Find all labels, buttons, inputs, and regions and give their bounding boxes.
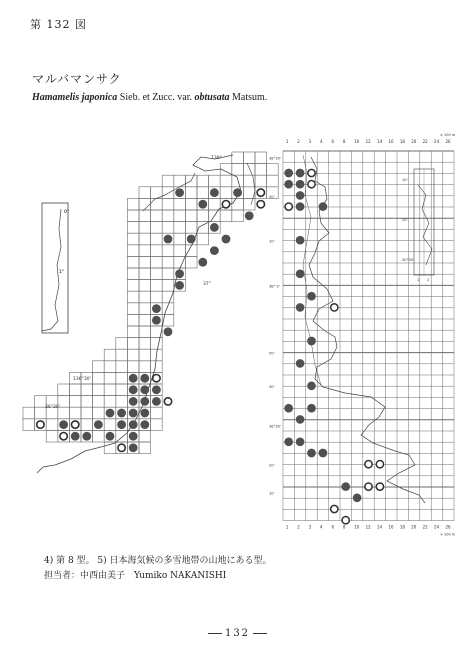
panel-bottom-tick: 16: [388, 524, 394, 530]
grid-cell: [220, 175, 232, 187]
grid-cell: [243, 152, 255, 164]
panel-dot-filled: [307, 449, 316, 458]
grid-cell: [162, 210, 174, 222]
map-label-latitude: 36°30': [45, 405, 60, 410]
grid-cell: [174, 210, 186, 222]
occurrence-dot-filled: [129, 420, 138, 429]
panel-dot-open: [376, 461, 383, 468]
grid-cell: [46, 430, 58, 442]
grid-cell: [127, 291, 139, 303]
grid-cell: [127, 256, 139, 268]
panel-top-tick: 4: [320, 139, 323, 144]
altitude-latitude-panel: [269, 133, 456, 537]
occurrence-dot-filled: [117, 409, 126, 418]
panel-dot-filled: [296, 180, 305, 189]
grid-cell: [255, 175, 267, 187]
panel-dot-filled: [296, 191, 305, 200]
inset-label: 1°: [59, 270, 65, 275]
grid-cell: [197, 175, 209, 187]
panel-top-tick: 18: [399, 139, 405, 144]
grid-cell: [255, 164, 267, 176]
occurrence-dot-open: [257, 200, 264, 207]
grid-cell: [139, 349, 151, 361]
occurrence-dot-filled: [140, 420, 149, 429]
occurrence-dot-filled: [71, 432, 80, 441]
grid-cell: [197, 187, 209, 199]
occurrence-dot-filled: [129, 397, 138, 406]
panel-dot-filled: [307, 404, 316, 413]
grid-cell: [267, 175, 279, 187]
grid-cell: [127, 338, 139, 350]
species-scientific-name: [32, 92, 267, 103]
grid-cell: [93, 430, 105, 442]
grid-cell: [139, 233, 151, 245]
panel-bottom-tick: 22: [422, 524, 428, 530]
occurrence-dot-filled: [140, 409, 149, 418]
panel-dot-filled: [296, 169, 305, 178]
grid-cell: [139, 210, 151, 222]
grid-cell: [197, 210, 209, 222]
grid-cell: [174, 198, 186, 210]
panel-dot-filled: [296, 437, 305, 446]
panel-top-unit: × 100 m: [440, 133, 456, 137]
species-japanese-name: マルバマンサク: [32, 72, 122, 86]
grid-cell: [162, 198, 174, 210]
grid-cell: [93, 396, 105, 408]
panel-lat-label: 40': [269, 385, 275, 390]
panel-dot-filled: [284, 437, 293, 446]
grid-cell: [209, 198, 221, 210]
grid-cell: [174, 222, 186, 234]
figure-number: 第 132 図: [30, 18, 87, 31]
panel-bottom-tick: 12: [365, 524, 371, 530]
panel-top-tick: 10: [354, 139, 360, 144]
occurrence-dot-open: [71, 421, 78, 428]
grid-cell: [93, 372, 105, 384]
panel-lat-label: 20': [269, 194, 275, 199]
occurrence-dot-filled: [233, 188, 242, 197]
panel-top-tick: 1: [285, 139, 289, 144]
panel-dot-filled: [284, 169, 293, 178]
inset-label: 0°: [64, 210, 70, 215]
panel-dot-filled: [296, 303, 305, 312]
panel-dot-filled: [296, 202, 305, 211]
panel-top-tick: 2: [297, 139, 300, 144]
occurrence-dot-filled: [164, 327, 173, 336]
grid-cell: [116, 372, 128, 384]
grid-cell: [232, 210, 244, 222]
variety-authority: Matsum.: [232, 92, 268, 103]
panel-top-tick: 26: [445, 139, 451, 144]
grid-cell: [127, 222, 139, 234]
occurrence-dot-filled: [140, 385, 149, 394]
grid-cell: [127, 280, 139, 292]
grid-cell: [174, 256, 186, 268]
page-dash-right: [253, 633, 267, 634]
grid-cell: [116, 349, 128, 361]
grid-cell: [116, 396, 128, 408]
panel-lat-label: 10': [269, 491, 275, 496]
genus-name: Hamamelis: [32, 92, 80, 103]
occurrence-dot-filled: [129, 374, 138, 383]
grid-cell: [116, 430, 128, 442]
occurrence-dot-open: [60, 432, 67, 439]
panel-lat-label: 10': [269, 239, 275, 244]
grid-cell: [151, 198, 163, 210]
grid-cell: [104, 396, 116, 408]
occurrence-dot-filled: [164, 235, 173, 244]
grid-cell: [185, 256, 197, 268]
map-label-latitude: 37°: [203, 282, 211, 287]
distribution-map: [15, 125, 460, 545]
panel-top-tick: 6: [331, 139, 334, 144]
panel-dot-filled: [284, 180, 293, 189]
panel-dot-open: [365, 483, 372, 490]
occurrence-dot-open: [37, 421, 44, 428]
occurrence-dot-filled: [175, 281, 184, 290]
grid-cell: [23, 407, 35, 419]
occurrence-dot-filled: [140, 397, 149, 406]
occurrence-dot-filled: [245, 211, 254, 220]
grid-cell: [116, 361, 128, 373]
panel-bottom-tick: 18: [399, 524, 405, 530]
panel-bottom-tick: 3: [308, 524, 312, 530]
grid-cell: [127, 198, 139, 210]
grid-cell: [127, 210, 139, 222]
grid-cell: [104, 419, 116, 431]
occurrence-dot-filled: [106, 432, 115, 441]
distribution-map-figure: [15, 125, 460, 549]
grid-cell: [185, 210, 197, 222]
panel-dot-open: [331, 304, 338, 311]
grid-cell: [243, 198, 255, 210]
occurrence-dot-filled: [59, 420, 68, 429]
grid-cell: [243, 164, 255, 176]
grid-cell: [185, 187, 197, 199]
grid-cell: [139, 303, 151, 315]
grid-cell: [151, 210, 163, 222]
grid-cell: [104, 384, 116, 396]
occurrence-dot-filled: [175, 269, 184, 278]
panel-dot-filled: [319, 202, 328, 211]
panel-top-tick: 24: [434, 139, 440, 144]
occurrence-dot-filled: [82, 432, 91, 441]
panel-dot-filled: [296, 359, 305, 368]
panel-inset-profile: [418, 185, 432, 265]
panel-inset-label: 30°30': [402, 258, 414, 262]
grid-cell: [116, 338, 128, 350]
grid-cell: [151, 256, 163, 268]
panel-top-tick: 20: [411, 139, 417, 144]
grid-cell: [151, 407, 163, 419]
panel-dot-filled: [307, 337, 316, 346]
panel-dot-open: [365, 461, 372, 468]
panel-inset-label: 10': [402, 178, 408, 182]
grid-cell: [232, 198, 244, 210]
grid-cell: [139, 338, 151, 350]
grid-cell: [116, 384, 128, 396]
panel-lat-label: 20': [269, 463, 275, 468]
grid-cell: [232, 164, 244, 176]
panel-inset-tick: 1: [417, 278, 420, 282]
grid-cell: [151, 268, 163, 280]
panel-dot-filled: [296, 269, 305, 278]
grid-cell: [139, 361, 151, 373]
occurrence-dot-open: [164, 398, 171, 405]
grid-cell: [151, 361, 163, 373]
panel-dot-filled: [284, 404, 293, 413]
panel-bottom-tick: 10: [354, 524, 360, 530]
grid-cell: [174, 245, 186, 257]
occurrence-dot-open: [222, 200, 229, 207]
grid-cell: [139, 187, 151, 199]
grid-cell: [162, 187, 174, 199]
page-dash-left: [208, 633, 222, 634]
panel-top-tick: 16: [388, 139, 394, 144]
footnote: 4) 第 8 型。 5) 日本海気候の多雪地帯の山地にある型。: [44, 556, 272, 566]
grid-cell: [162, 175, 174, 187]
occurrence-dot-filled: [198, 258, 207, 267]
occurrence-dot-filled: [152, 397, 161, 406]
page-number-line: [0, 628, 475, 639]
grid-cell: [139, 280, 151, 292]
occurrence-dot-filled: [152, 316, 161, 325]
grid-cell: [104, 349, 116, 361]
grid-cell: [127, 314, 139, 326]
grid-cell: [151, 280, 163, 292]
panel-bottom-tick: 26: [445, 524, 451, 530]
panel-bottom-tick: 14: [377, 524, 383, 530]
grid-cell: [127, 268, 139, 280]
grid-cell: [127, 245, 139, 257]
grid-cell: [162, 280, 174, 292]
inset-frame: [42, 203, 68, 333]
grid-cell: [151, 233, 163, 245]
panel-dot-filled: [296, 236, 305, 245]
grid-cell: [46, 419, 58, 431]
author-credit: 担当者：中西由美子 Yumiko NAKANISHI: [44, 571, 227, 581]
occurrence-dot-filled: [129, 432, 138, 441]
occurrence-dot-filled: [210, 223, 219, 232]
grid-cell: [81, 419, 93, 431]
grid-cell: [139, 256, 151, 268]
grid-cell: [93, 384, 105, 396]
grid-cell: [127, 326, 139, 338]
panel-dot-filled: [307, 292, 316, 301]
panel-lat-label: 38° 0': [269, 284, 280, 289]
panel-lat-label: 50': [269, 351, 275, 356]
main-grid-map: [23, 152, 278, 473]
panel-bottom-tick: 8: [342, 524, 346, 530]
occurrence-dot-filled: [129, 385, 138, 394]
grid-cell: [127, 233, 139, 245]
panel-dot-filled: [341, 482, 350, 491]
panel-bottom-tick: 2: [297, 524, 300, 530]
grid-cell: [104, 442, 116, 454]
occurrence-dot-filled: [198, 200, 207, 209]
occurrence-dot-filled: [117, 420, 126, 429]
grid-cell: [185, 198, 197, 210]
panel-top-tick: 8: [342, 139, 346, 144]
panel-bottom-tick: 24: [434, 524, 440, 530]
panel-dot-filled: [353, 493, 362, 502]
grid-cell: [162, 245, 174, 257]
grid-cell: [81, 407, 93, 419]
grid-cell: [151, 222, 163, 234]
grid-cell: [162, 268, 174, 280]
grid-cell: [104, 372, 116, 384]
panel-inset-label: 20': [402, 218, 408, 222]
panel-dot-filled: [319, 449, 328, 458]
grid-cell: [104, 361, 116, 373]
grid-cell: [127, 303, 139, 315]
panel-lat-label: 36°30': [269, 424, 281, 429]
grid-cell: [232, 175, 244, 187]
grid-cell: [139, 314, 151, 326]
occurrence-dot-filled: [152, 304, 161, 313]
grid-cell: [139, 326, 151, 338]
grid-cell: [127, 349, 139, 361]
grid-cell: [93, 407, 105, 419]
grid-cell: [209, 175, 221, 187]
panel-bottom-tick: 20: [411, 524, 417, 530]
grid-cell: [81, 384, 93, 396]
grid-cell: [151, 338, 163, 350]
grid-cell: [23, 419, 35, 431]
grid-cell: [139, 222, 151, 234]
grid-cell: [267, 164, 279, 176]
occurrence-dot-open: [153, 374, 160, 381]
inset-map: [42, 203, 69, 333]
occurrence-dot-filled: [187, 235, 196, 244]
grid-cell: [139, 291, 151, 303]
grid-cell: [151, 419, 163, 431]
panel-bottom-unit: × 100 m: [440, 532, 456, 537]
occurrence-dot-filled: [129, 409, 138, 418]
grid-cell: [220, 187, 232, 199]
occurrence-dot-filled: [210, 246, 219, 255]
map-label-longitude: 136°30': [73, 377, 91, 382]
panel-dot-open: [331, 505, 338, 512]
occurrence-dot-open: [257, 189, 264, 196]
grid-cell: [139, 268, 151, 280]
panel-dot-open: [376, 483, 383, 490]
grid-cell: [162, 222, 174, 234]
occurrence-dot-filled: [152, 385, 161, 394]
grid-cell: [232, 152, 244, 164]
panel-top-tick: 22: [422, 139, 428, 144]
grid-cell: [127, 361, 139, 373]
grid-cell: [69, 407, 81, 419]
grid-cell: [197, 233, 209, 245]
panel-bottom-tick: 6: [331, 524, 334, 530]
panel-top-tick: 12: [365, 139, 371, 144]
grid-cell: [69, 396, 81, 408]
grid-cell: [69, 384, 81, 396]
panel-top-tick: 14: [377, 139, 383, 144]
grid-cell: [81, 396, 93, 408]
occurrence-dot-filled: [222, 235, 231, 244]
occurrence-dot-filled: [129, 443, 138, 452]
grid-cell: [162, 291, 174, 303]
grid-cell: [255, 152, 267, 164]
grid-cell: [139, 245, 151, 257]
occurrence-dot-filled: [106, 409, 115, 418]
grid-cell: [139, 430, 151, 442]
grid-cell: [220, 210, 232, 222]
panel-lat-label: 38°30': [269, 156, 281, 161]
grid-cell: [151, 291, 163, 303]
page-number: 132: [224, 628, 251, 639]
panel-inset-tick: 2: [427, 278, 430, 282]
panel-top-tick: 3: [308, 139, 312, 144]
grid-cell: [151, 245, 163, 257]
grid-cell: [58, 384, 70, 396]
grid-cell: [93, 361, 105, 373]
variety-name: obtusata: [194, 92, 230, 103]
occurrence-dot-filled: [210, 188, 219, 197]
panel-dot-filled: [296, 415, 305, 424]
grid-cell: [139, 198, 151, 210]
panel-bottom-tick: 1: [285, 524, 289, 530]
panel-dot-filled: [307, 381, 316, 390]
panel-dot-open: [285, 203, 292, 210]
species-authority: Sieb. et Zucc. var.: [119, 92, 192, 103]
grid-cell: [185, 222, 197, 234]
panel-dot-open: [308, 169, 315, 176]
grid-cell: [174, 233, 186, 245]
map-label-longitude: 139°: [211, 156, 222, 161]
panel-dot-open: [342, 517, 349, 524]
occurrence-dot-filled: [140, 374, 149, 383]
panel-dot-open: [308, 181, 315, 188]
species-epithet: japonica: [81, 92, 118, 103]
occurrence-dot-filled: [94, 420, 103, 429]
occurrence-dot-filled: [175, 188, 184, 197]
panel-bottom-tick: 4: [320, 524, 323, 530]
occurrence-dot-open: [118, 444, 125, 451]
grid-cell: [162, 256, 174, 268]
grid-cell: [139, 442, 151, 454]
